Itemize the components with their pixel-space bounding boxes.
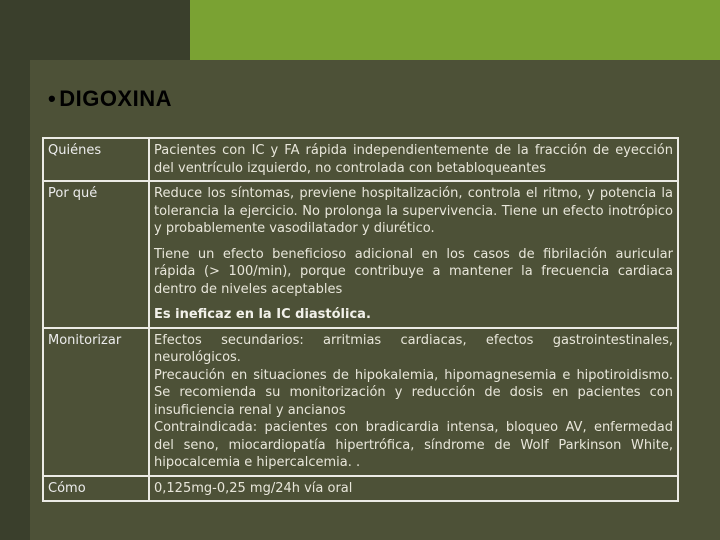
row-label: Cómo xyxy=(43,476,149,502)
row-label: Por qué xyxy=(43,181,149,328)
paragraph: 0,125mg-0,25 mg/24h vía oral xyxy=(154,480,353,496)
title-bullet: • xyxy=(48,86,57,111)
table-row xyxy=(43,476,678,502)
paragraph: Precaución en situaciones de hipokalemia, hipomagnesemia e hipotiroidismo. Se recomienda su monitorización y reducción de dosis en pacientes con insuficiencia renal y ancianos xyxy=(154,367,673,418)
paragraph: Contraindicada: pacientes con bradicardia intensa, bloqueo AV, enfermedad del seno, miocardiopatía hipertrófica, síndrome de Wolf Parkinson White, hipocalcemia e hipercalcemia. . xyxy=(154,420,673,470)
slide-title xyxy=(48,86,172,112)
paragraph: Tiene un efecto beneficioso adicional en los casos de fibrilación auricular rápida (> 100/min), porque contribuye a mantener la frecuencia cardiaca dentro de niveles aceptables xyxy=(154,246,673,297)
row-label: Monitorizar xyxy=(43,328,149,476)
table-row xyxy=(43,181,678,328)
table-row xyxy=(43,328,678,476)
paragraph: Efectos secundarios: arritmias cardiacas, efectos gastrointestinales, neurológicos. xyxy=(154,332,673,365)
row-label: Quiénes xyxy=(43,138,149,181)
title-text: DIGOXINA xyxy=(59,86,172,111)
paragraph-emphasis: Es ineficaz en la IC diastólica. xyxy=(154,307,371,322)
paragraph: Reduce los síntomas, previene hospitalización, controla el ritmo, y potencia la tolerancia la ejercicio. No prolonga la supervivencia. Tiene un efecto inotrópico y probablemente vasodilatador y diurético. xyxy=(154,186,673,236)
paragraph: Pacientes con IC y FA rápida independientemente de la fracción de eyección del ventrículo izquierdo, no controlada con betabloqueantes xyxy=(154,143,673,176)
row-content xyxy=(149,138,678,181)
table-row xyxy=(43,138,678,181)
row-content xyxy=(149,328,678,476)
accent-bar xyxy=(190,0,720,60)
row-content xyxy=(149,181,678,328)
left-frame xyxy=(0,60,30,540)
digoxina-table xyxy=(42,137,679,502)
row-content xyxy=(149,476,678,502)
